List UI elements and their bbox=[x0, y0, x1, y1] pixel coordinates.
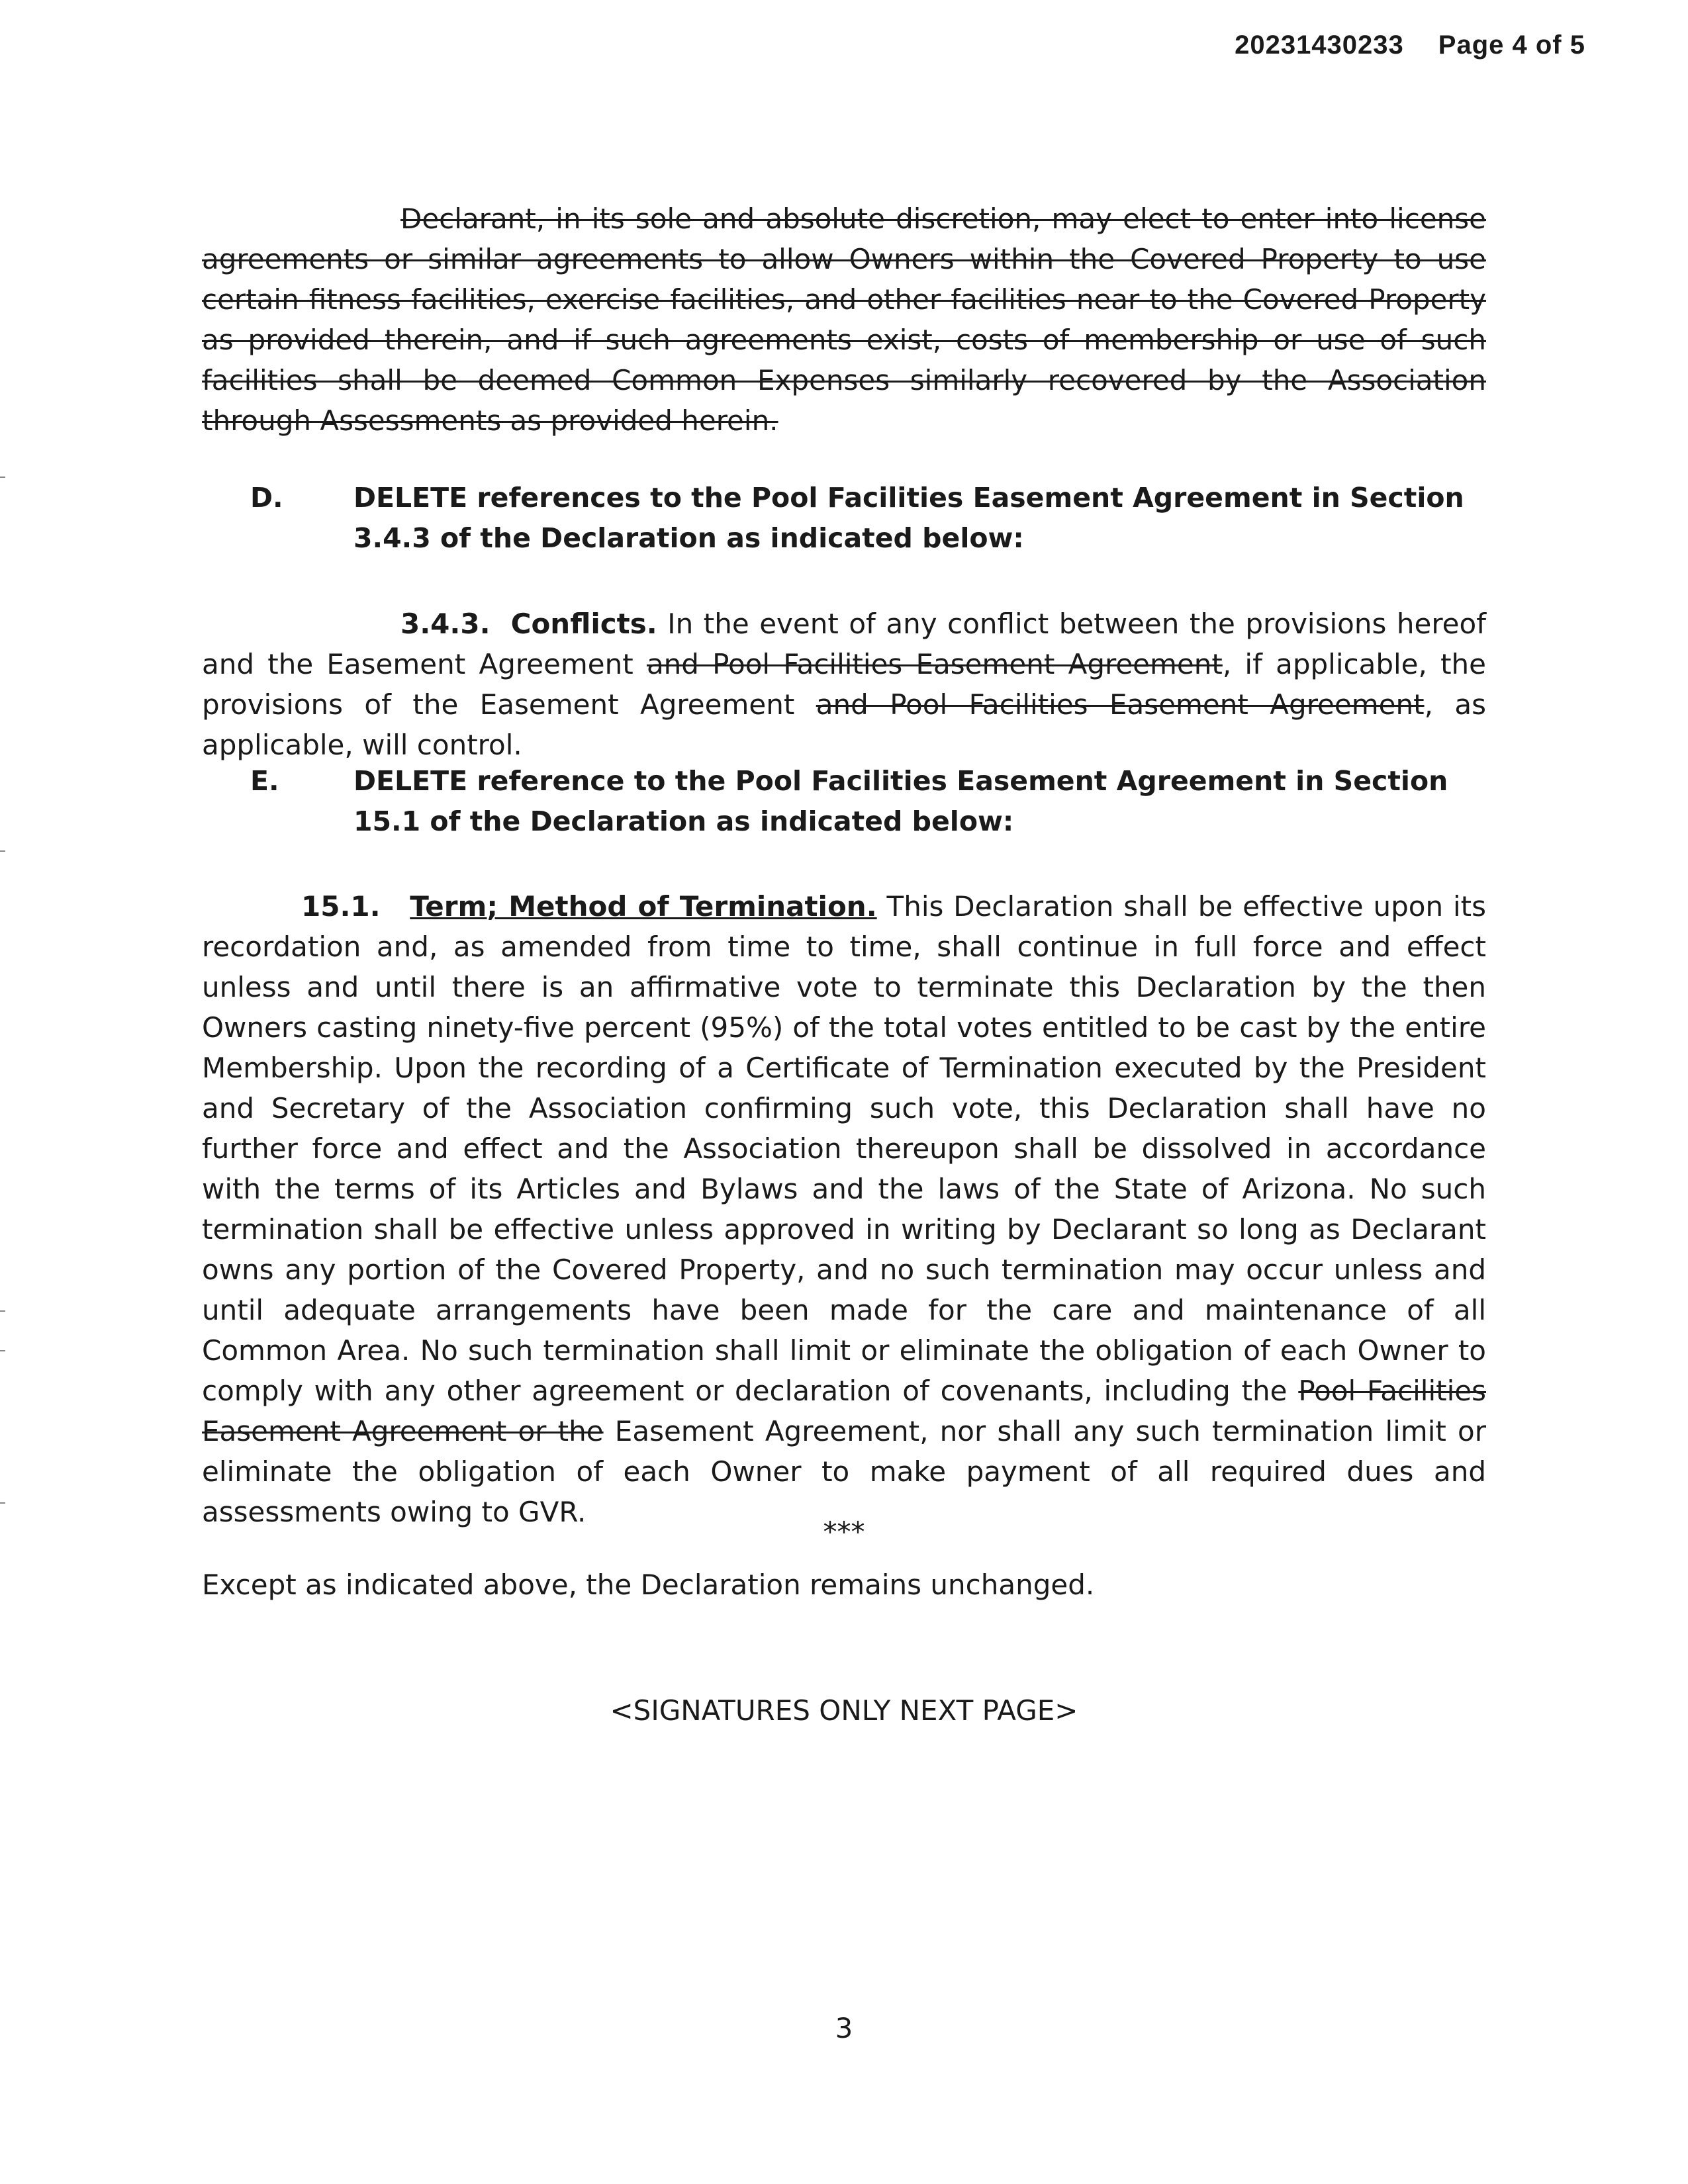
clause-15-1-title: Term; Method of Termination. bbox=[410, 890, 877, 923]
scan-edge-mark bbox=[0, 1502, 5, 1504]
clause-15-1-number: 15.1. bbox=[301, 890, 381, 923]
scan-edge-mark bbox=[0, 1310, 5, 1312]
scan-edge-mark bbox=[0, 1350, 5, 1351]
clause-15-1-text-1: This Declaration shall be effective upon its recordation and, as amended from time to time, shall continue in full force and effect unless and until there is an affirmative vote to terminate this Declaration by the then Owners casting ninety-five percent (95%) of the total votes entitled to be cast by the entire Membership. Upon the recording of a Certificate of Termination executed by the President and Secretary of the Association confirming such vote, this Declaration shall have no further force and effect and the Association thereupon shall be dissolved in accordance with the terms of its Articles and Bylaws and the laws of the State of Arizona. No such termination shall be effective unless approved in writing by Declarant so long as Declarant owns any portion of the Covered Property, and no such termination may occur unless and until adequate arrangements have been made for the care and maintenance of all Common Area. No such termination shall limit or eliminate the obligation of each Owner to comply with any other agreement or declaration of covenants, including the bbox=[202, 890, 1486, 1407]
struck-license-paragraph: Declarant, in its sole and absolute discretion, may elect to enter into license agreements or similar agreements to allow Owners within the Covered Property to use certain fitness facilities, exercise facilities, and other facilities near to the Covered Property as provided therein, and if such agreements exist, costs of membership or use of such facilities shall be deemed Common Expenses similarly recovered by the Association through Assessments as provided herein. bbox=[202, 203, 1486, 437]
section-d-heading: DELETE references to the Pool Facilities Easement Agreement in Section 3.4.3 of the Declaration as indicated below: bbox=[353, 482, 1464, 554]
next-page-note: <SIGNATURES ONLY NEXT PAGE> bbox=[610, 1694, 1078, 1727]
scan-edge-mark bbox=[0, 477, 5, 478]
clause-3-4-3-text-1: In the event of any conflict between the provisions hereof and the Easement Agreement bbox=[202, 608, 1486, 680]
section-e-letter: E. bbox=[250, 765, 279, 797]
clause-3-4-3-text-2: , if applicable, the provisions of the Easement Agreement bbox=[202, 648, 1486, 721]
page-of-label: Page 4 of 5 bbox=[1438, 30, 1585, 60]
section-e-heading: DELETE reference to the Pool Facilities Easement Agreement in Section 15.1 of the Declaration as indicated below: bbox=[353, 765, 1448, 837]
clause-3-4-3-struck-1: and Pool Facilities Easement Agreement bbox=[646, 648, 1223, 680]
scan-edge-mark bbox=[0, 850, 5, 852]
clause-15-1-struck: Pool Facilities Easement Agreement or the bbox=[202, 1375, 1486, 1447]
clause-15-1 bbox=[202, 886, 1486, 1532]
clause-3-4-3-text-3: , as applicable, will control. bbox=[202, 688, 1486, 761]
closing-statement: Except as indicated above, the Declaration remains unchanged. bbox=[202, 1569, 1095, 1601]
section-separator: *** bbox=[823, 1516, 865, 1548]
recording-header bbox=[1235, 30, 1585, 60]
document-number: 20231430233 bbox=[1235, 30, 1404, 60]
clause-3-4-3 bbox=[202, 604, 1486, 765]
page-number: 3 bbox=[835, 2012, 853, 2044]
clause-3-4-3-struck-2: and Pool Facilities Easement Agreement bbox=[816, 688, 1425, 721]
clause-3-4-3-title: Conflicts. bbox=[510, 608, 657, 640]
section-d-letter: D. bbox=[250, 482, 283, 514]
clause-3-4-3-number: 3.4.3. bbox=[400, 608, 491, 640]
clause-15-1-text-2: Easement Agreement, nor shall any such termination limit or eliminate the obligation of each Owner to make payment of all required dues and assessments owing to GVR. bbox=[202, 1415, 1486, 1528]
